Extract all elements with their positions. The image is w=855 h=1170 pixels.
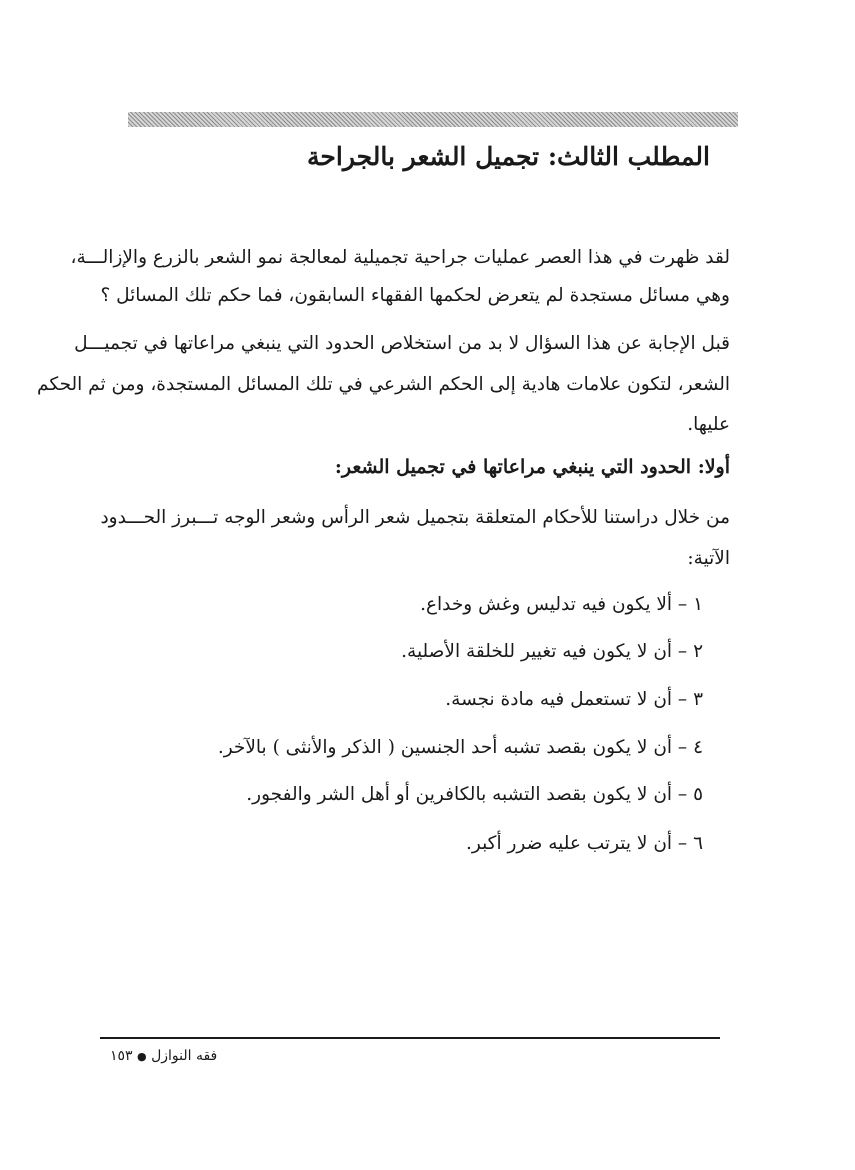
answer-line-2: الشعر، لتكون علامات هادية إلى الحكم الشرعي في تلك المسائل المستجدة، ومن ثم الحكم bbox=[37, 374, 730, 395]
answer-line-1: قبل الإجابة عن هذا السؤال لا بد من استخلاص الحدود التي ينبغي مراعاتها في تجميـــل bbox=[74, 333, 730, 354]
condition-item: ٢ – أن لا يكون فيه تغيير للخلقة الأصلية. bbox=[401, 641, 703, 662]
answer-line-3: عليها. bbox=[687, 414, 730, 435]
intro-line-1: لقد ظهرت في هذا العصر عمليات جراحية تجميلية لمعالجة نمو الشعر بالزرع والإزالـــة، bbox=[70, 247, 730, 268]
study-line-2: الآتية: bbox=[687, 548, 730, 569]
book-title: فقه النوازل bbox=[151, 1048, 218, 1064]
condition-item: ٤ – أن لا يكون بقصد تشبه أحد الجنسين ( الذكر والأنثى ) بالآخر. bbox=[217, 737, 703, 758]
intro-line-2: وهي مسائل مستجدة لم يتعرض لحكمها الفقهاء السابقون، فما حكم تلك المسائل ؟ bbox=[100, 285, 730, 306]
section-title: المطلب الثالث: تجميل الشعر بالجراحة bbox=[307, 142, 710, 171]
footer-rule bbox=[100, 1037, 720, 1039]
condition-item: ٣ – أن لا تستعمل فيه مادة نجسة. bbox=[445, 689, 703, 710]
bullet-icon: ● bbox=[137, 1050, 147, 1063]
first-heading: أولا: الحدود التي ينبغي مراعاتها في تجميل الشعر: bbox=[334, 456, 730, 478]
condition-item: ٦ – أن لا يترتب عليه ضرر أكبر. bbox=[465, 833, 703, 854]
page-number: ١٥٣ bbox=[110, 1048, 133, 1064]
study-line-1: من خلال دراستنا للأحكام المتعلقة بتجميل شعر الرأس وشعر الوجه تـــبرز الحـــدود bbox=[100, 507, 730, 528]
condition-item: ٥ – أن لا يكون بقصد التشبه بالكافرين أو أهل الشر والفجور. bbox=[246, 784, 703, 805]
decorative-header-bar bbox=[128, 112, 738, 127]
condition-item: ١ – ألا يكون فيه تدليس وغش وخداع. bbox=[420, 594, 703, 615]
page-footer bbox=[110, 1048, 217, 1064]
